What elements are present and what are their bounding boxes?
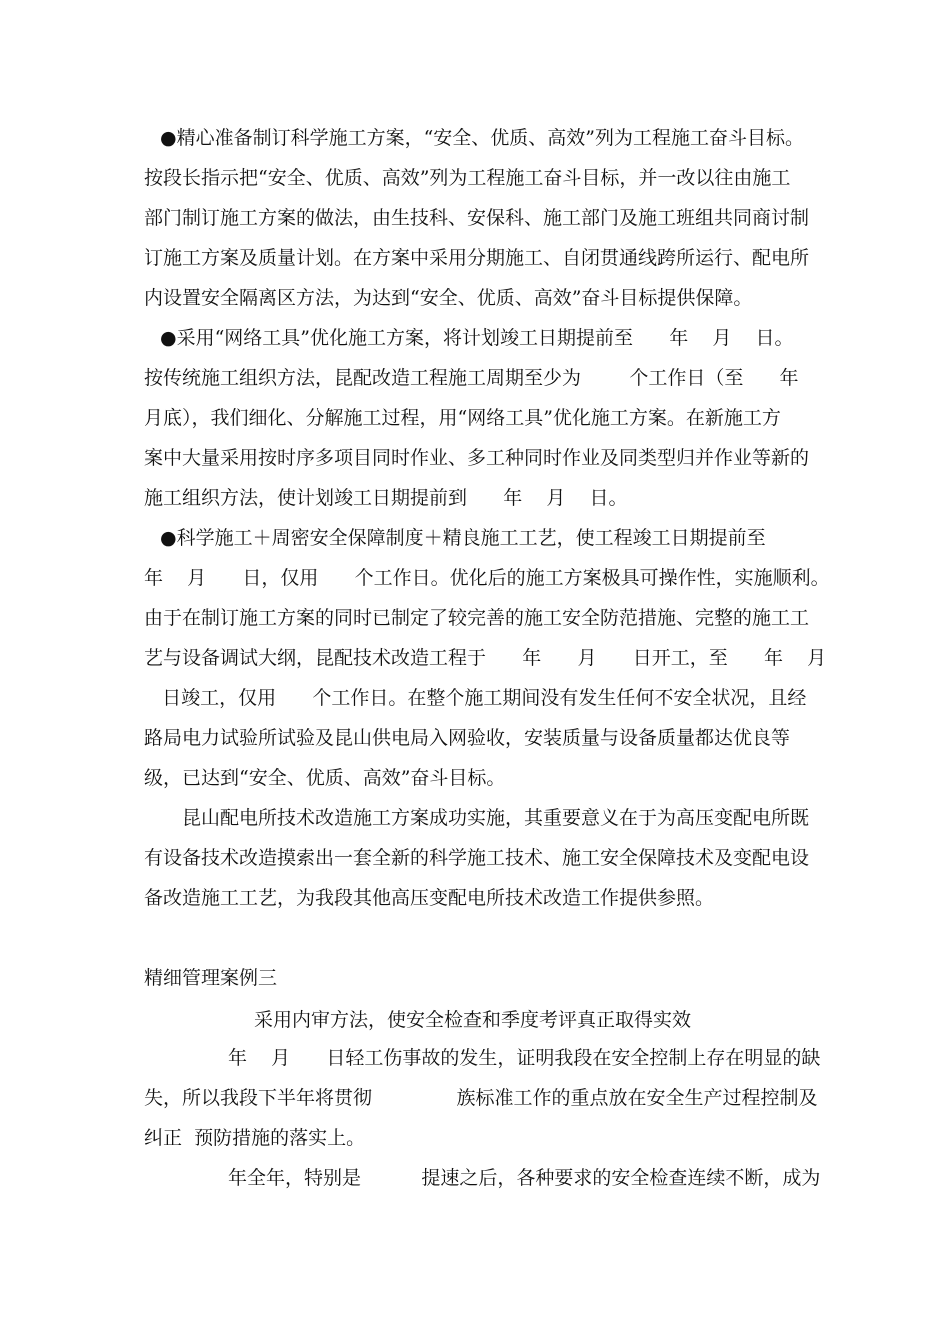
case-title: 采用内审方法，使安全检查和季度考评真正取得实效 (254, 1009, 692, 1031)
paragraph-3-line-6: 路局电力试验所试验及昆山供电局入网验收，安装质量与设备质量都达优良等 (144, 727, 791, 749)
paragraph-3-line-5: 日竣工，仅用 个工作日。在整个施工期间没有发生任何不安全状况，且经 (144, 687, 807, 709)
paragraph-4-line-1: 昆山配电所技术改造施工方案成功实施，其重要意义在于为高压变配电所既 (182, 807, 810, 829)
paragraph-3-line-7: 级，已达到“安全、优质、高效”奋斗目标。 (144, 767, 506, 789)
paragraph-4-line-2: 有设备技术改造摸索出一套全新的科学施工技术、施工安全保障技术及变配电设 (144, 847, 810, 869)
paragraph-1-line-1: ●精心准备制订科学施工方案，“安全、优质、高效”列为工程施工奋斗目标。 (160, 127, 805, 149)
case-paragraph-2-line-1: 年全年，特别是 提速之后，各种要求的安全检查连续不断，成为 (228, 1167, 821, 1189)
paragraph-3-line-1: ●科学施工＋周密安全保障制度＋精良施工工艺，使工程竣工日期提前至 (160, 527, 766, 549)
paragraph-2-line-5: 施工组织方法，使计划竣工日期提前到 年 月 日。 (144, 487, 628, 509)
paragraph-1-line-5: 内设置安全隔离区方法，为达到“安全、优质、高效”奋斗目标提供保障。 (144, 287, 753, 309)
paragraph-3-line-2: 年 月 日，仅用 个工作日。优化后的施工方案极具可操作性，实施顺利。 (144, 567, 830, 589)
paragraph-1-line-2: 按段长指示把“安全、优质、高效”列为工程施工奋斗目标，并一改以往由施工 (144, 167, 791, 189)
paragraph-1-line-3: 部门制订施工方案的做法，由生技科、安保科、施工部门及施工班组共同商讨制 (144, 207, 810, 229)
case-paragraph-1-line-1: 年 月 日轻工伤事故的发生，证明我段在安全控制上存在明显的缺 (228, 1047, 821, 1069)
case-heading: 精细管理案例三 (144, 967, 278, 989)
paragraph-3-line-4: 艺与设备调试大纲，昆配技术改造工程于 年 月 日开工，至 年 月 (144, 647, 827, 669)
paragraph-2-line-1: ●采用“网络工具”优化施工方案，将计划竣工日期提前至 年 月 日。 (160, 327, 794, 349)
case-paragraph-1-line-3: 纠正 预防措施的落实上。 (144, 1127, 366, 1149)
paragraph-3-line-3: 由于在制订施工方案的同时已制定了较完善的施工安全防范措施、完整的施工工 (144, 607, 810, 629)
paragraph-2-line-4: 案中大量采用按时序多项目同时作业、多工种同时作业及同类型归并作业等新的 (144, 447, 810, 469)
case-paragraph-1-line-2: 失，所以我段下半年将贯彻 族标准工作的重点放在安全生产过程控制及 (144, 1087, 818, 1109)
paragraph-1-line-4: 订施工方案及质量计划。在方案中采用分期施工、自闭贯通线跨所运行、配电所 (144, 247, 810, 269)
paragraph-4-line-3: 备改造施工工艺，为我段其他高压变配电所技术改造工作提供参照。 (144, 887, 715, 909)
paragraph-2-line-2: 按传统施工组织方法，昆配改造工程施工周期至少为 个工作日（至 年 (144, 367, 799, 389)
paragraph-2-line-3: 月底），我们细化、分解施工过程，用“网络工具”优化施工方案。在新施工方 (144, 407, 781, 429)
